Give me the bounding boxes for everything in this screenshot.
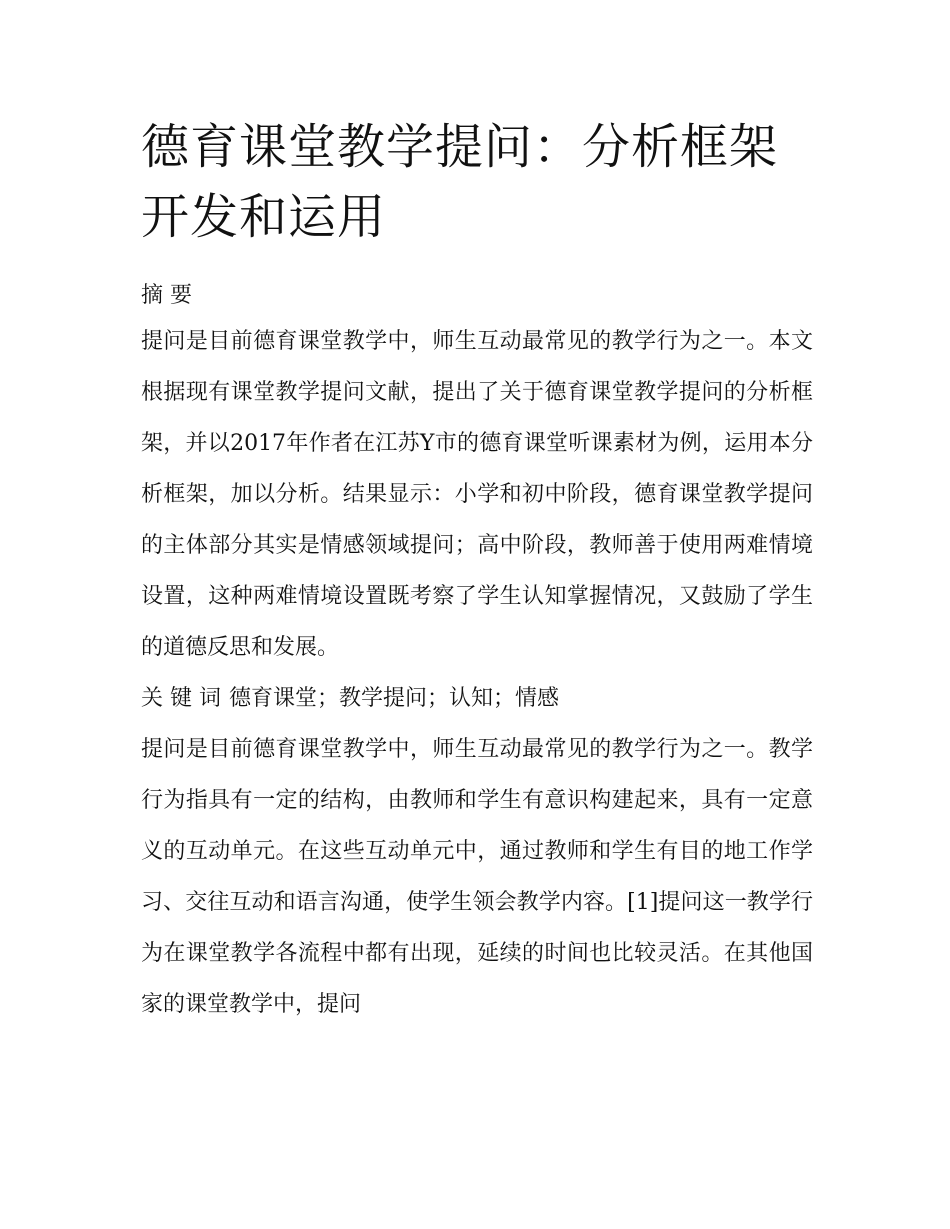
keywords-label: 关 键 词 [141,686,221,711]
document-page [141,112,813,1030]
body-paragraph: 提问是目前德育课堂教学中，师生互动最常见的教学行为之一。教学行为指具有一定的结构，由教师和学生有意识构建起来，具有一定意义的互动单元。在这些互动单元中，通过教师和学生有目的地工作学习、交往互动和语言沟通，使学生领会教学内容。[1]提问这一教学行为在课堂教学各流程中都有出现，延续的时间也比较灵活。在其他国家的课堂教学中，提问 [141,737,813,1017]
keywords-line [141,673,813,724]
abstract-paragraph: 提问是目前德育课堂教学中，师生互动最常见的教学行为之一。本文根据现有课堂教学提问文献，提出了关于德育课堂教学提问的分析框架，并以2017年作者在江苏Y市的德育课堂听课素材为例，运用本分析框架，加以分析。结果显示：小学和初中阶段，德育课堂教学提问的主体部分其实是情感领域提问；高中阶段，教师善于使用两难情境设置，这种两难情境设置既考察了学生认知掌握情况，又鼓励了学生的道德反思和发展。 [141,329,813,660]
document-title: 德育课堂教学提问：分析框架开发和运用 [141,119,779,245]
keywords-value: 德育课堂；教学提问；认知；情感 [229,686,560,711]
abstract-label: 摘 要 [141,283,192,308]
